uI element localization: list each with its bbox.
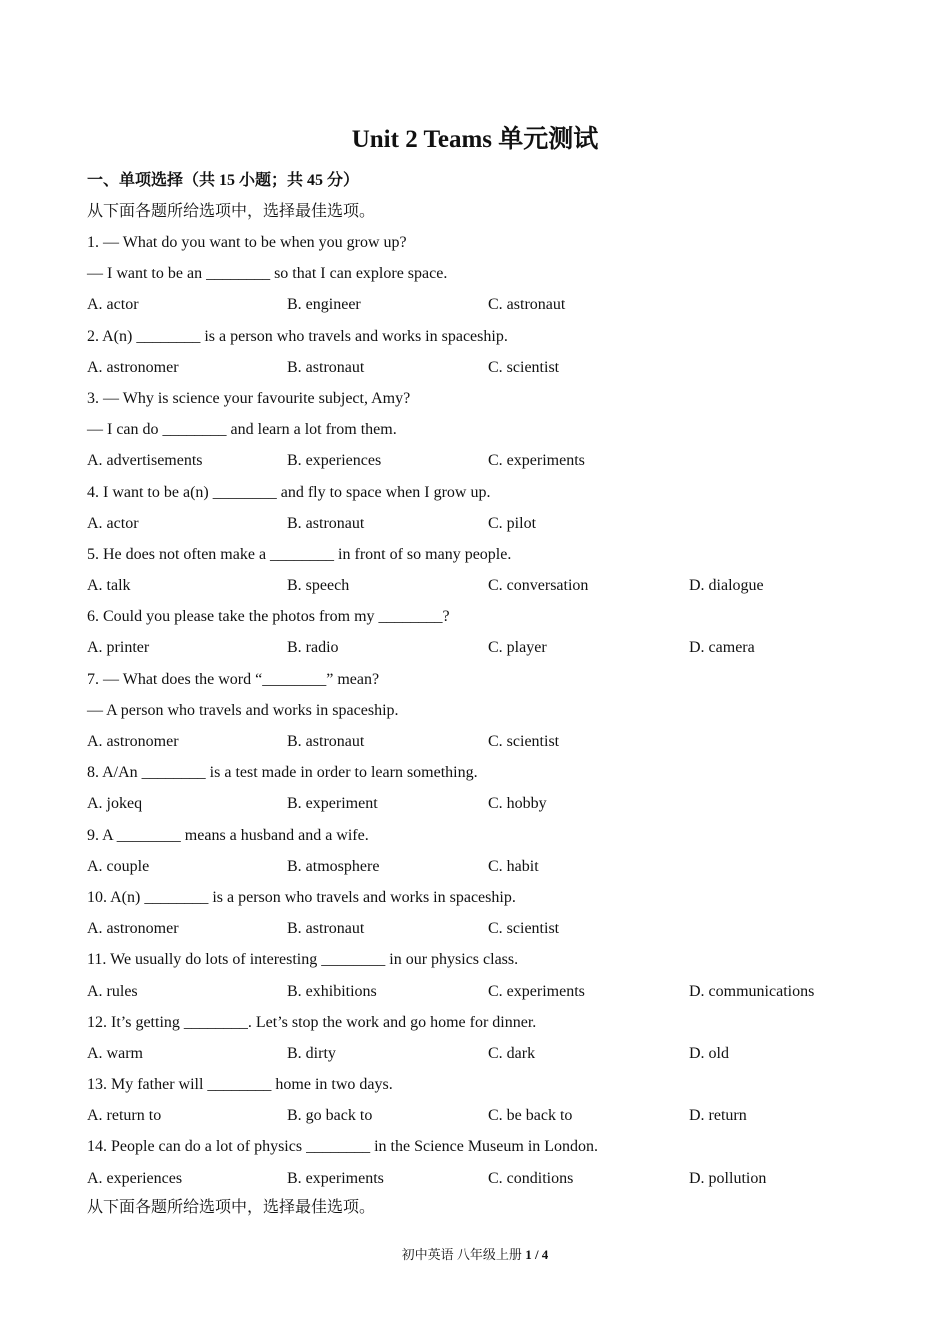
question-stem: 6. Could you please take the photos from my ________? bbox=[87, 608, 450, 626]
answer-option: C. habit bbox=[488, 857, 539, 875]
question-stem: 11. We usually do lots of interesting ________ in our physics class. bbox=[87, 951, 519, 969]
question-item bbox=[87, 326, 887, 388]
page-number: 1 / 4 bbox=[525, 1247, 549, 1262]
answer-option: B. astronaut bbox=[287, 358, 365, 376]
question-stem: 10. A(n) ________ is a person who travels and works in spaceship. bbox=[87, 888, 516, 906]
question-response: — I can do ________ and learn a lot from them. bbox=[87, 421, 397, 439]
answer-option: B. radio bbox=[287, 639, 339, 657]
question-stem: 7. — What does the word “________” mean? bbox=[87, 670, 380, 688]
answer-option: B. exhibitions bbox=[287, 982, 377, 1000]
question-item bbox=[87, 887, 887, 949]
answer-option: B. astronaut bbox=[287, 514, 365, 532]
question-stem: 4. I want to be a(n) ________ and fly to space when I grow up. bbox=[87, 483, 491, 501]
answer-option: D. pollution bbox=[689, 1169, 767, 1187]
question-item bbox=[87, 388, 887, 482]
question-stem: 1. — What do you want to be when you grow up? bbox=[87, 234, 407, 251]
answer-option: C. astronaut bbox=[488, 296, 566, 314]
answer-option: B. speech bbox=[287, 577, 350, 595]
answer-option: B. experiments bbox=[287, 1169, 384, 1187]
option-row bbox=[87, 357, 887, 388]
option-row bbox=[87, 731, 887, 762]
question-stem: 3. — Why is science your favourite subject, Amy? bbox=[87, 389, 411, 407]
question-response: — A person who travels and works in spaceship. bbox=[87, 701, 399, 719]
page-footer bbox=[0, 1246, 950, 1264]
answer-option: A. rules bbox=[87, 982, 138, 1000]
question-stem: 12. It’s getting ________. Let’s stop the work and go home for dinner. bbox=[87, 1013, 537, 1031]
question-item bbox=[87, 232, 887, 326]
answer-option: C. scientist bbox=[488, 733, 560, 750]
section-instruction-bottom: 从下面各题所给选项中，选择最佳选项。 bbox=[87, 1199, 376, 1216]
question-stem: 14. People can do a lot of physics ________ in the Science Museum in London. bbox=[87, 1138, 599, 1156]
question-item bbox=[87, 669, 887, 763]
answer-option: A. talk bbox=[87, 577, 131, 595]
option-row bbox=[87, 918, 887, 949]
question-item bbox=[87, 1074, 887, 1136]
answer-option: B. engineer bbox=[287, 296, 361, 314]
question-list bbox=[87, 232, 887, 1199]
question-stem: 13. My father will ________ home in two days. bbox=[87, 1076, 393, 1094]
answer-option: B. experiment bbox=[287, 795, 378, 813]
answer-option: A. couple bbox=[87, 857, 150, 875]
option-row bbox=[87, 1043, 887, 1074]
answer-option: C. experiments bbox=[488, 982, 585, 1000]
question-item bbox=[87, 949, 887, 1011]
section-instruction: 从下面各题所给选项中，选择最佳选项。 bbox=[87, 203, 376, 220]
answer-option: D. communications bbox=[689, 982, 815, 1000]
option-row bbox=[87, 294, 887, 325]
question-stem: 5. He does not often make a ________ in front of so many people. bbox=[87, 545, 512, 563]
answer-option: C. conversation bbox=[488, 577, 589, 595]
option-row bbox=[87, 575, 887, 606]
answer-option: A. actor bbox=[87, 296, 139, 314]
answer-option: C. pilot bbox=[488, 514, 537, 532]
question-stem: 8. A/An ________ is a test made in order to learn something. bbox=[87, 764, 478, 782]
answer-option: C. be back to bbox=[488, 1107, 573, 1125]
answer-option: A. jokeq bbox=[87, 795, 143, 813]
answer-option: B. dirty bbox=[287, 1044, 336, 1062]
answer-option: C. hobby bbox=[488, 795, 547, 813]
option-row bbox=[87, 793, 887, 824]
answer-option: A. astronomer bbox=[87, 358, 179, 376]
answer-option: A. advertisements bbox=[87, 452, 203, 470]
answer-option: C. dark bbox=[488, 1044, 536, 1062]
answer-option: B. experiences bbox=[287, 452, 382, 470]
answer-option: A. printer bbox=[87, 639, 150, 657]
question-stem: 2. A(n) ________ is a person who travels and works in spaceship. bbox=[87, 327, 508, 345]
answer-option: B. atmosphere bbox=[287, 857, 380, 875]
option-row bbox=[87, 450, 887, 481]
answer-option: A. experiences bbox=[87, 1169, 183, 1187]
answer-option: C. scientist bbox=[488, 358, 560, 376]
answer-option: A. return to bbox=[87, 1107, 162, 1125]
question-stem: 9. A ________ means a husband and a wife. bbox=[87, 826, 369, 844]
answer-option: C. experiments bbox=[488, 452, 585, 470]
answer-option: B. astronaut bbox=[287, 920, 365, 938]
option-row bbox=[87, 1168, 887, 1199]
question-item bbox=[87, 544, 887, 606]
footer-label: 初中英语 八年级上册 bbox=[401, 1247, 522, 1262]
document-title: Unit 2 Teams 单元测试 bbox=[351, 126, 599, 153]
answer-option: A. actor bbox=[87, 514, 139, 532]
answer-option: B. go back to bbox=[287, 1107, 373, 1125]
question-item bbox=[87, 1012, 887, 1074]
option-row bbox=[87, 856, 887, 887]
answer-option: A. warm bbox=[87, 1044, 143, 1062]
answer-option: C. conditions bbox=[488, 1169, 574, 1187]
answer-option: A. astronomer bbox=[87, 733, 179, 750]
answer-option: C. player bbox=[488, 639, 547, 657]
question-item bbox=[87, 825, 887, 887]
option-row bbox=[87, 513, 887, 544]
option-row bbox=[87, 637, 887, 668]
question-item bbox=[87, 606, 887, 668]
option-row bbox=[87, 981, 887, 1012]
answer-option: A. astronomer bbox=[87, 920, 179, 938]
question-item bbox=[87, 482, 887, 544]
question-item bbox=[87, 762, 887, 824]
answer-option: D. return bbox=[689, 1107, 747, 1125]
answer-option: D. old bbox=[689, 1044, 729, 1062]
answer-option: D. dialogue bbox=[689, 577, 764, 595]
answer-option: B. astronaut bbox=[287, 733, 365, 750]
answer-option: C. scientist bbox=[488, 920, 560, 938]
question-item bbox=[87, 1136, 887, 1198]
option-row bbox=[87, 1105, 887, 1136]
question-response: — I want to be an ________ so that I can explore space. bbox=[87, 265, 448, 283]
section-heading: 一、单项选择（共 15 小题；共 45 分） bbox=[87, 172, 360, 189]
answer-option: D. camera bbox=[689, 639, 755, 657]
